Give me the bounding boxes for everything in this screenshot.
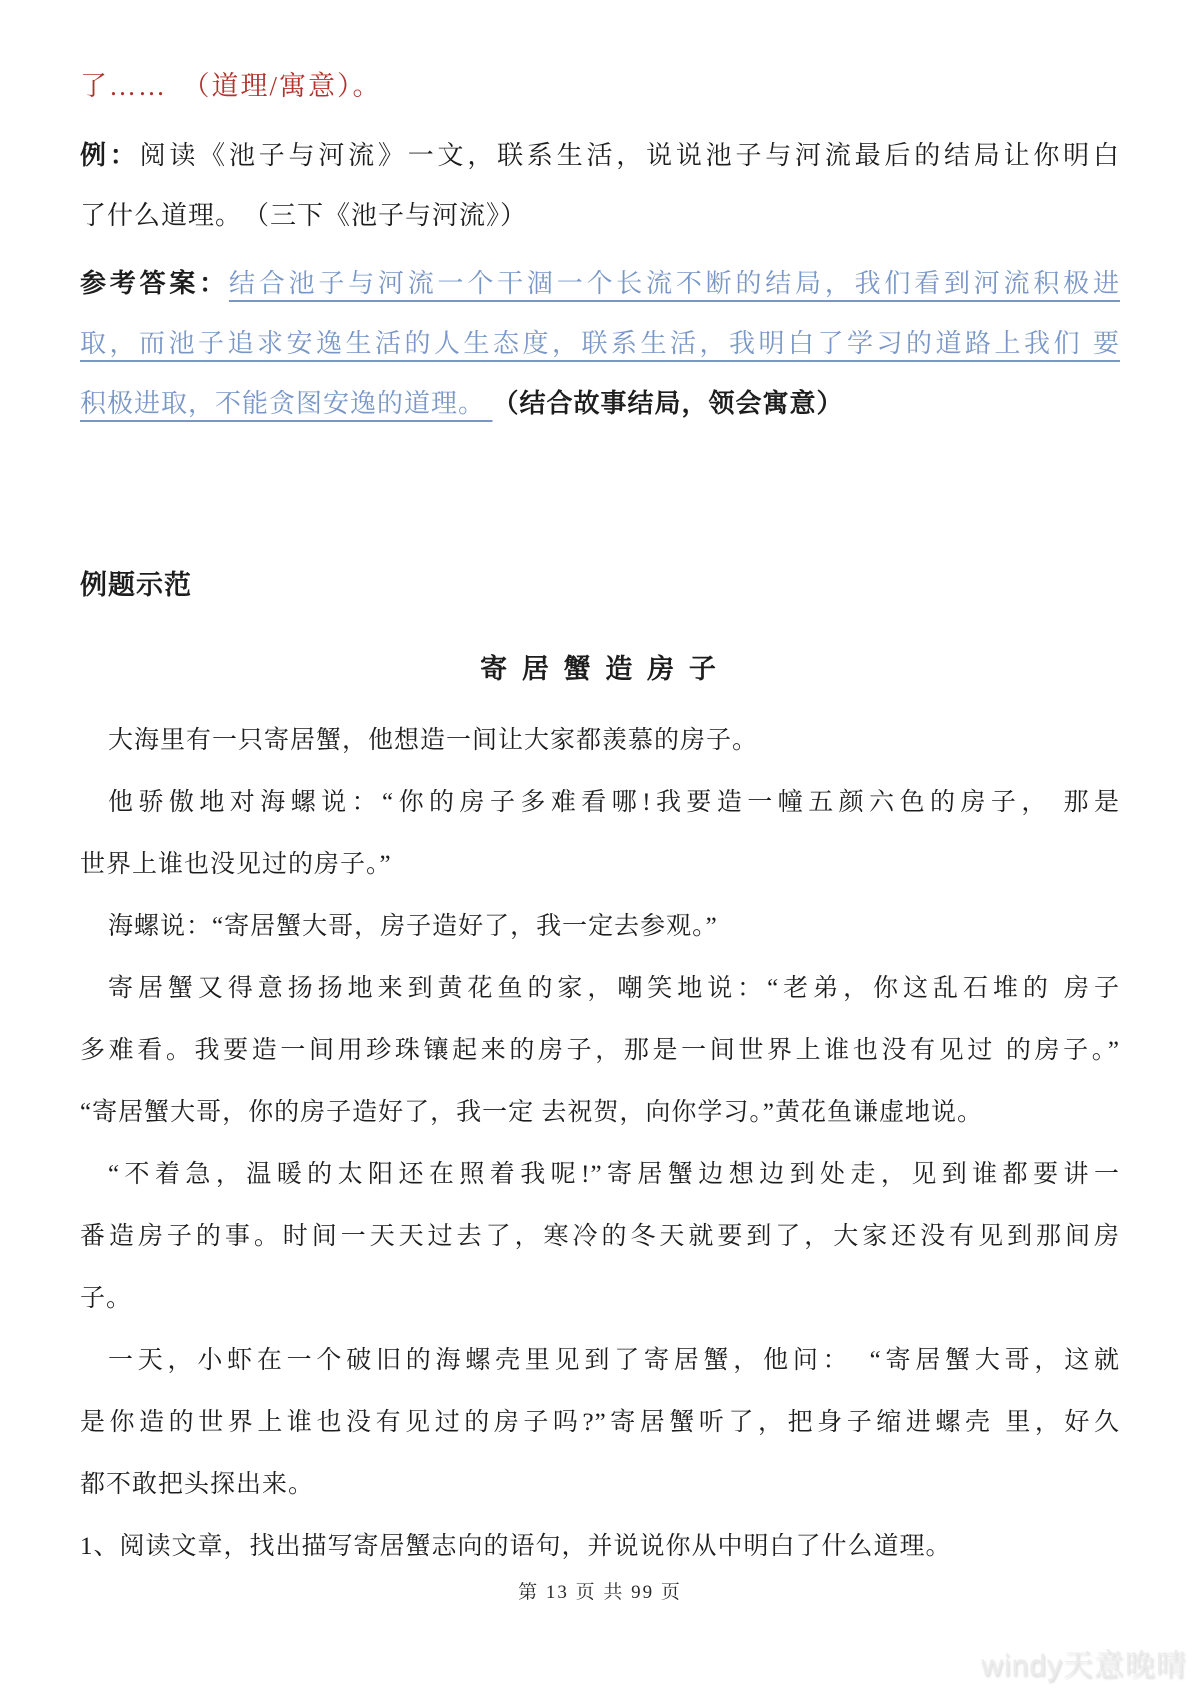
story-line: 多难看。我要造一间用珍珠镶起来的房子，那是一间世界上谁也没有见过 的房子。” [80,1037,1120,1064]
example-paragraph [80,126,1120,246]
carryover-text: 了…… （道理/寓意）。 [80,71,382,101]
answer-text-2: 取，而池子追求安逸生活的人生态度，联系生活，我明白了学习的道路上我们 要 [80,329,1120,358]
example-line-1 [80,126,1120,186]
story-line: 寄居蟹又得意扬扬地来到黄花鱼的家，嘲笑地说：“老弟，你这乱石堆的 房子 [108,975,1120,1002]
example-text-1: 阅读《池子与河流》一文，联系生活，说说池子与河流最后的结局让你明白 [139,141,1120,170]
story-line: “寄居蟹大哥，你的房子造好了，我一定 去祝贺，向你学习。”黄花鱼谦虚地说。 [80,1099,983,1126]
story-body [80,710,1120,1578]
answer-paragraph [80,254,1120,434]
question-line: 1、阅读文章，找出描写寄居蟹志向的语句，并说说你从中明白了什么道理。 [80,1533,952,1560]
answer-line-3 [80,374,1120,434]
story-line: 他骄傲地对海螺说：“你的房子多难看哪!我要造一幢五颜六色的房子， 那是 [108,789,1120,816]
answer-label: 参考答案： [80,269,229,298]
story-title: 寄 居 蟹 造 房 子 [480,654,720,684]
story-line: 海螺说：“寄居蟹大哥，房子造好了，我一定去参观。” [108,913,718,940]
story-line: 一天，小虾在一个破旧的海螺壳里见到了寄居蟹，他问： “寄居蟹大哥，这就 [108,1347,1120,1374]
answer-line-2 [80,314,1120,374]
story-line: 世界上谁也没见过的房子。” [80,851,392,878]
story-line: 子。 [80,1285,133,1312]
story-line: “不着急，温暖的太阳还在照着我呢!”寄居蟹边想边到处走，见到谁都要讲一 [108,1161,1120,1188]
section-heading: 例题示范 [80,570,192,600]
watermark: windy天意晚晴 [981,1649,1187,1682]
story-line: 是你造的世界上谁也没有见过的房子吗?”寄居蟹听了，把身子缩进螺壳 里，好久 [80,1409,1120,1436]
page-number-footer: 第 13 页 共 99 页 [518,1582,682,1603]
story-line: 都不敢把头探出来。 [80,1471,315,1498]
answer-note: （结合故事结局，领会寓意） [492,389,844,418]
story-line: 番造房子的事。时间一天天过去了，寒冷的冬天就要到了，大家还没有见到那间房 [80,1223,1120,1250]
answer-line-1 [80,254,1120,314]
example-line-2: 了什么道理。 （三下《池子与河流》） [80,201,528,230]
example-label: 例： [80,141,140,170]
answer-text-3: 积极进取，不能贪图安逸的道理。 [80,389,493,418]
answer-text-1: 结合池子与河流一个干涸一个长流不断的结局，我们看到河流积极进 [228,269,1120,298]
story-line: 大海里有一只寄居蟹，他想造一间让大家都羡慕的房子。 [108,727,759,754]
